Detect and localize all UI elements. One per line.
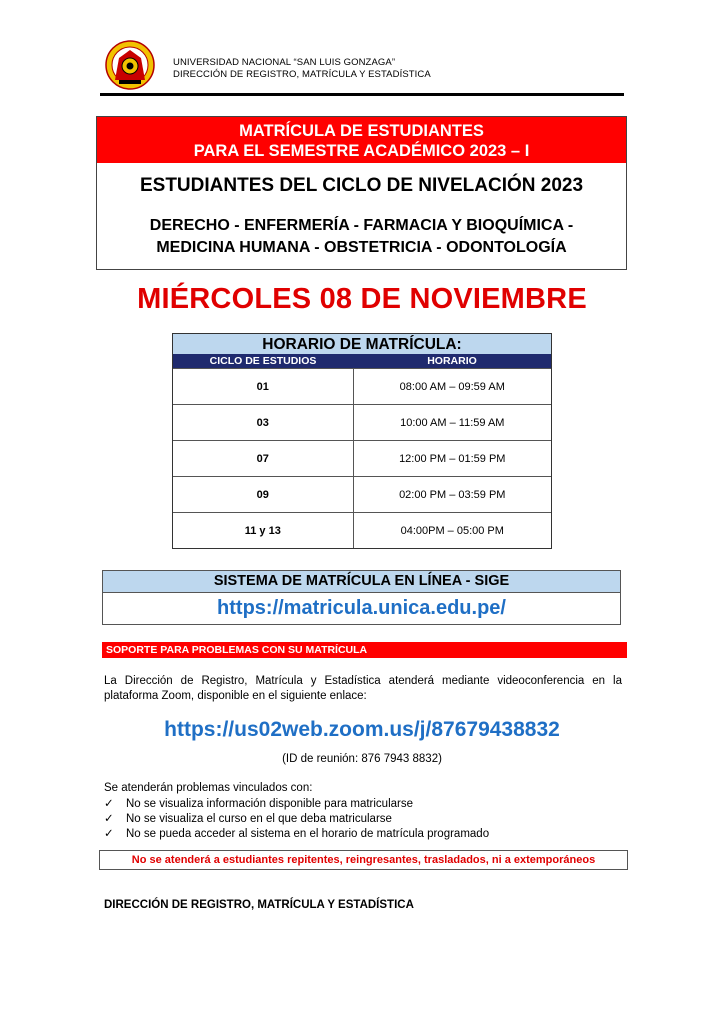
university-name: UNIVERSIDAD NACIONAL “SAN LUIS GONZAGA” bbox=[173, 57, 396, 68]
list-item bbox=[104, 827, 489, 842]
schedule-table bbox=[172, 333, 552, 549]
table-row bbox=[173, 368, 551, 404]
checkmark-icon: ✓ bbox=[104, 813, 114, 825]
page-title: ESTUDIANTES DEL CICLO DE NIVELACIÓN 2023 bbox=[139, 175, 584, 196]
enrollment-date: MIÉRCOLES 08 DE NOVIEMBRE bbox=[137, 283, 587, 315]
careers-line-2: MEDICINA HUMANA - OBSTETRICIA - ODONTOLOGÍA bbox=[156, 239, 567, 256]
ciclo-cell: 09 bbox=[173, 477, 354, 512]
list-item bbox=[104, 812, 489, 827]
title-line-2: PARA EL SEMESTRE ACADÉMICO 2023 – I bbox=[193, 142, 530, 160]
horario-cell: 12:00 PM – 01:59 PM bbox=[399, 452, 506, 465]
sige-box bbox=[102, 570, 621, 625]
schedule-title: HORARIO DE MATRÍCULA: bbox=[173, 334, 551, 354]
list-item bbox=[104, 797, 489, 812]
horario-cell: 08:00 AM – 09:59 AM bbox=[399, 380, 505, 393]
column-header-ciclo: CICLO DE ESTUDIOS bbox=[209, 355, 317, 367]
sige-link[interactable]: https://matricula.unica.edu.pe/ bbox=[217, 597, 506, 619]
table-row bbox=[173, 512, 551, 548]
horario-cell: 02:00 PM – 03:59 PM bbox=[399, 488, 506, 501]
zoom-link[interactable]: https://us02web.zoom.us/j/87679438832 bbox=[164, 718, 560, 741]
office-name: DIRECCIÓN DE REGISTRO, MATRÍCULA Y ESTADÍSTICA bbox=[173, 69, 431, 80]
column-header-horario: HORARIO bbox=[427, 355, 477, 367]
issue-text: No se visualiza el curso en el que deba matricularse bbox=[126, 813, 392, 825]
ciclo-cell: 07 bbox=[173, 441, 354, 476]
checkmark-icon: ✓ bbox=[104, 828, 114, 840]
careers-list bbox=[97, 215, 626, 259]
issues-list bbox=[104, 797, 489, 842]
horario-cell: 10:00 AM – 11:59 AM bbox=[400, 416, 505, 429]
notice-box: No se atenderá a estudiantes repitentes, reingresantes, trasladados, ni a extemporáneos bbox=[99, 850, 628, 870]
title-banner bbox=[97, 117, 626, 163]
support-description: La Dirección de Registro, Matrícula y Estadística atenderá mediante videoconferencia en la plataforma Zoom, disponible en el siguiente enlace: bbox=[104, 675, 622, 702]
table-row bbox=[173, 476, 551, 512]
header-divider bbox=[100, 93, 624, 96]
schedule-header bbox=[173, 354, 551, 368]
careers-line-1: DERECHO - ENFERMERÍA - FARMACIA Y BIOQUÍMICA - bbox=[149, 217, 574, 234]
issues-intro: Se atenderán problemas vinculados con: bbox=[104, 782, 313, 794]
footer-signature: DIRECCIÓN DE REGISTRO, MATRÍCULA Y ESTADÍSTICA bbox=[104, 899, 414, 911]
meeting-id: (ID de reunión: 876 7943 8832) bbox=[282, 753, 442, 765]
title-line-1: MATRÍCULA DE ESTUDIANTES bbox=[239, 122, 484, 140]
table-row bbox=[173, 404, 551, 440]
title-box bbox=[96, 116, 627, 270]
horario-cell: 04:00PM – 05:00 PM bbox=[400, 524, 504, 537]
header-text bbox=[173, 57, 431, 81]
checkmark-icon: ✓ bbox=[104, 798, 114, 810]
ciclo-cell: 03 bbox=[173, 405, 354, 440]
ciclo-cell: 01 bbox=[173, 369, 354, 404]
university-seal-icon bbox=[105, 40, 155, 90]
table-row bbox=[173, 440, 551, 476]
issue-text: No se visualiza información disponible para matricularse bbox=[126, 798, 413, 810]
ciclo-cell: 11 y 13 bbox=[173, 513, 354, 548]
issue-text: No se pueda acceder al sistema en el horario de matrícula programado bbox=[126, 828, 490, 840]
support-banner: SOPORTE PARA PROBLEMAS CON SU MATRÍCULA bbox=[102, 642, 627, 658]
sige-title: SISTEMA DE MATRÍCULA EN LÍNEA - SIGE bbox=[103, 571, 620, 593]
